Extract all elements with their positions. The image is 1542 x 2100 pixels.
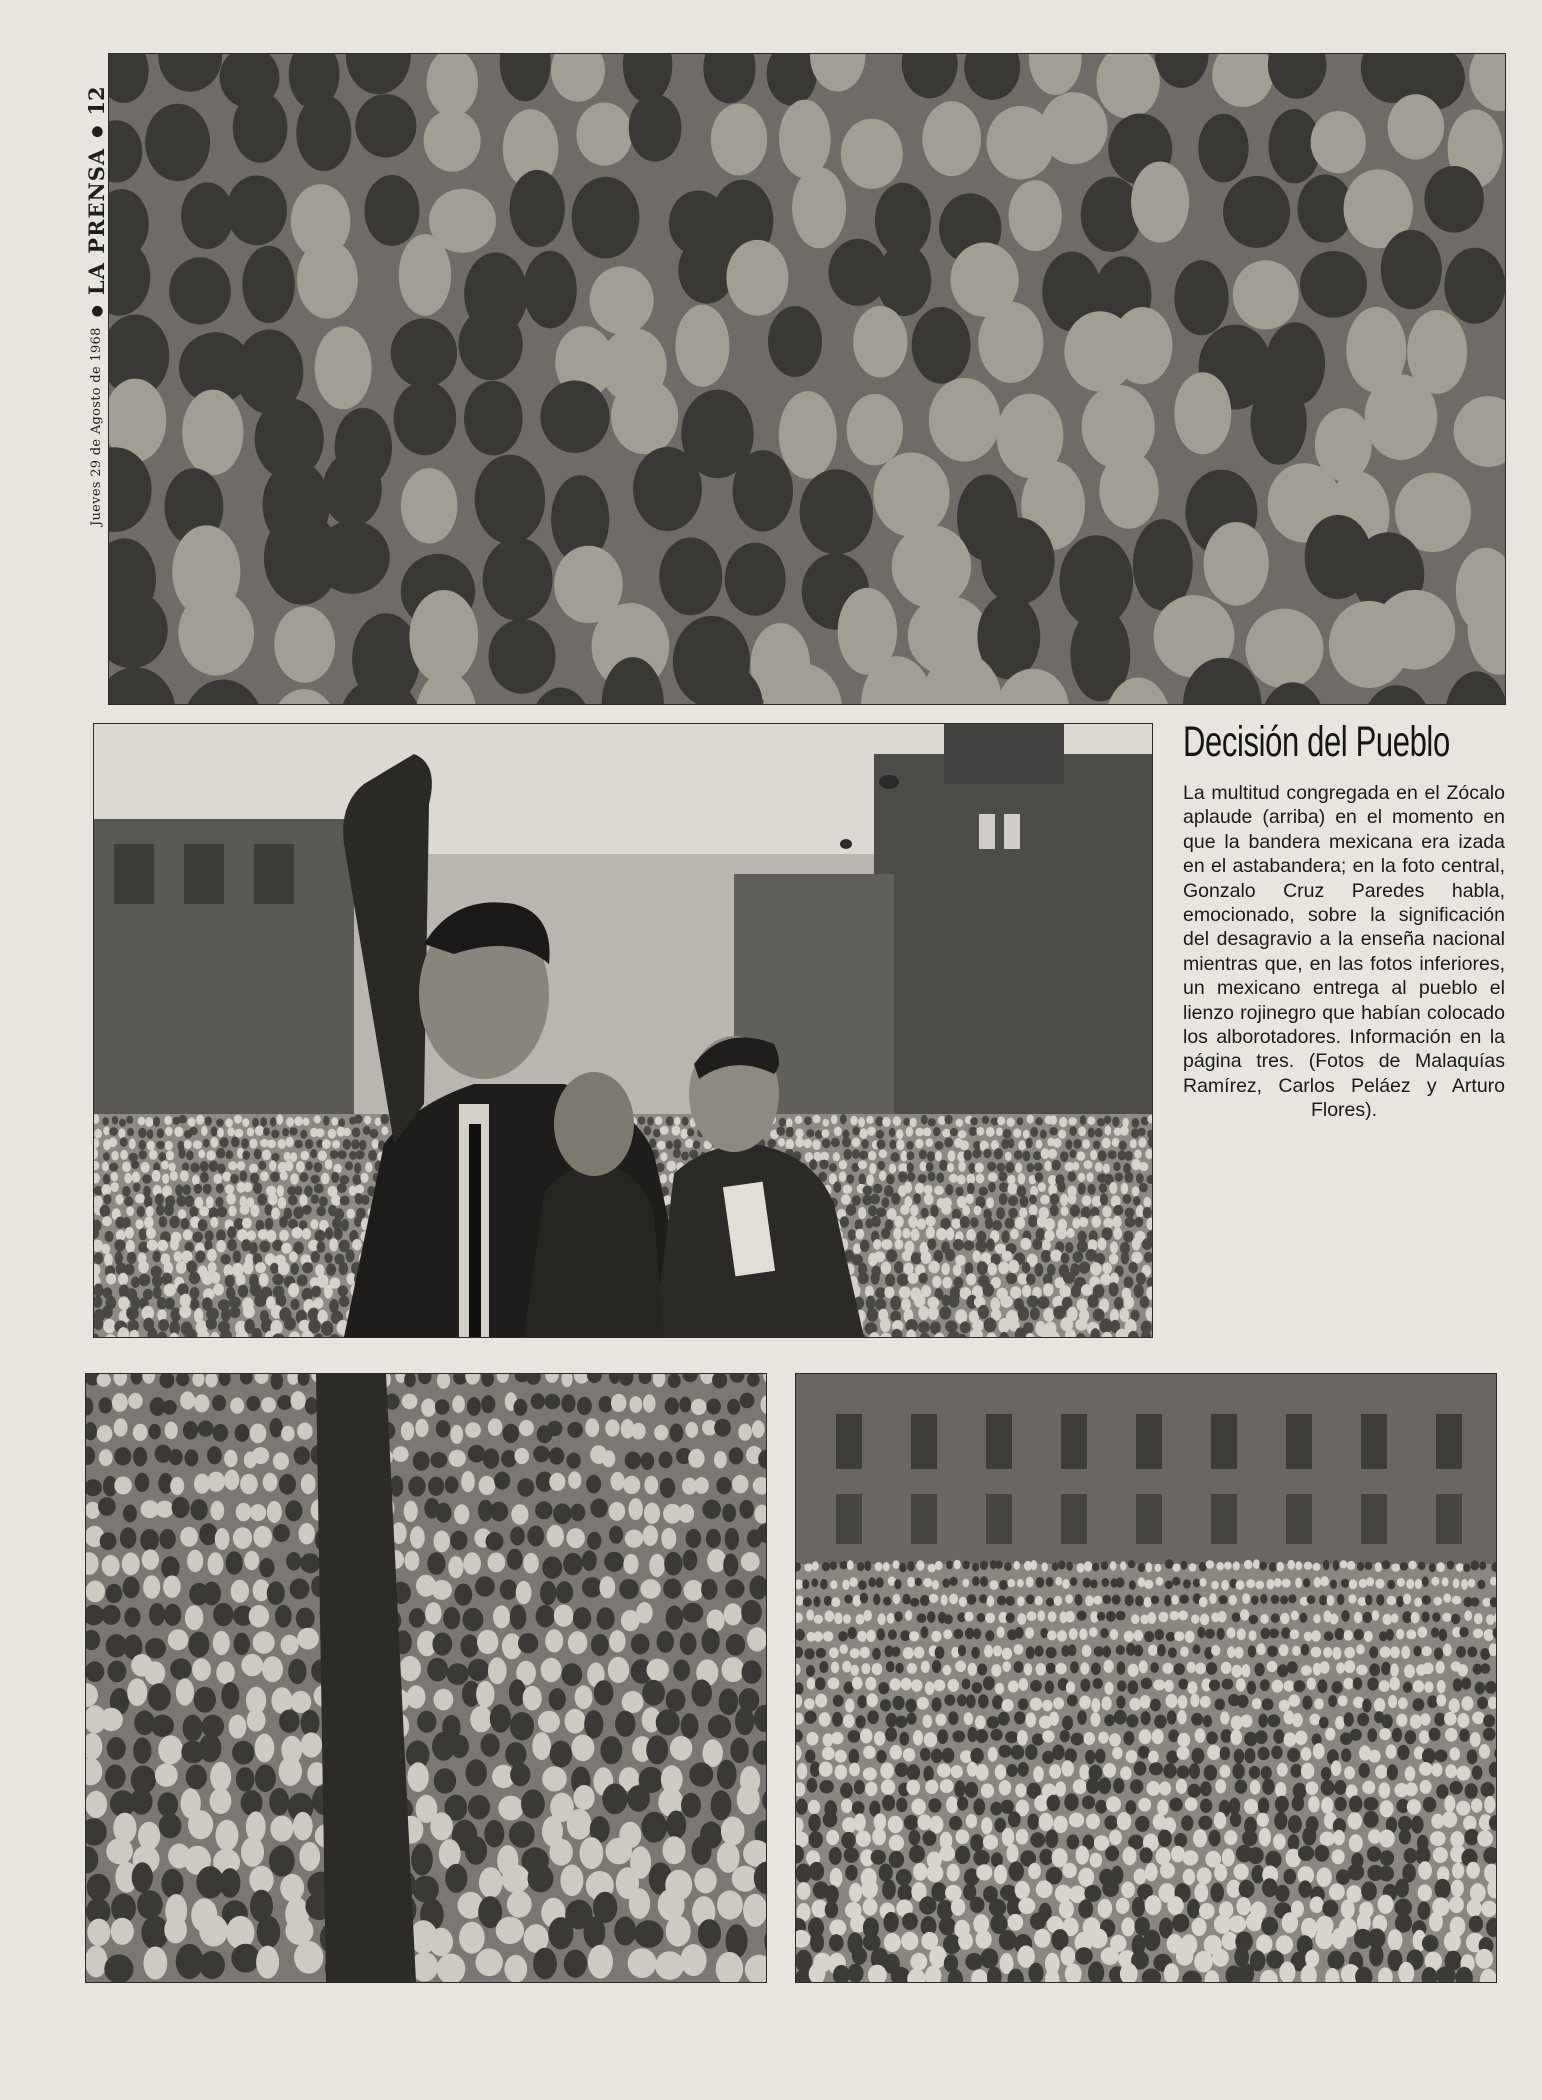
article-headline: Decisión del Pueblo [1183,718,1450,766]
article-caption-block [1183,718,1505,1123]
crowd-flag-handover-photo [85,1373,767,1983]
newspaper-name: LA PRENSA [84,147,109,296]
crowd-applauding-photo [108,53,1506,705]
issue-date: Jueves 29 de Agosto de 1968 [89,327,104,526]
speaker-raising-arm-photo [93,723,1153,1338]
bullet-separator: ● [88,305,105,318]
crowd-in-front-of-palace-photo [795,1373,1497,1983]
page-number: 12 [84,86,109,116]
article-caption: La multitud congregada en el Zócalo aplaude (arriba) en el momento en que la bandera mexicana era izada en el astabandera; en la foto central, Gonzalo Cruz Paredes habla, emocionado, sobre la significación del desagravio a la enseña nacional mientras que, en las fotos inferiores, un mexicano entrega al pueblo el lienzo rojinegro que habían colocado los alborotadores. Información en la página tres. (Fotos de Malaquías Ramírez, Carlos Peláez y Arturo Flores). [1183,782,1505,1122]
bullet-separator: ● [88,125,105,138]
running-header [82,86,109,526]
